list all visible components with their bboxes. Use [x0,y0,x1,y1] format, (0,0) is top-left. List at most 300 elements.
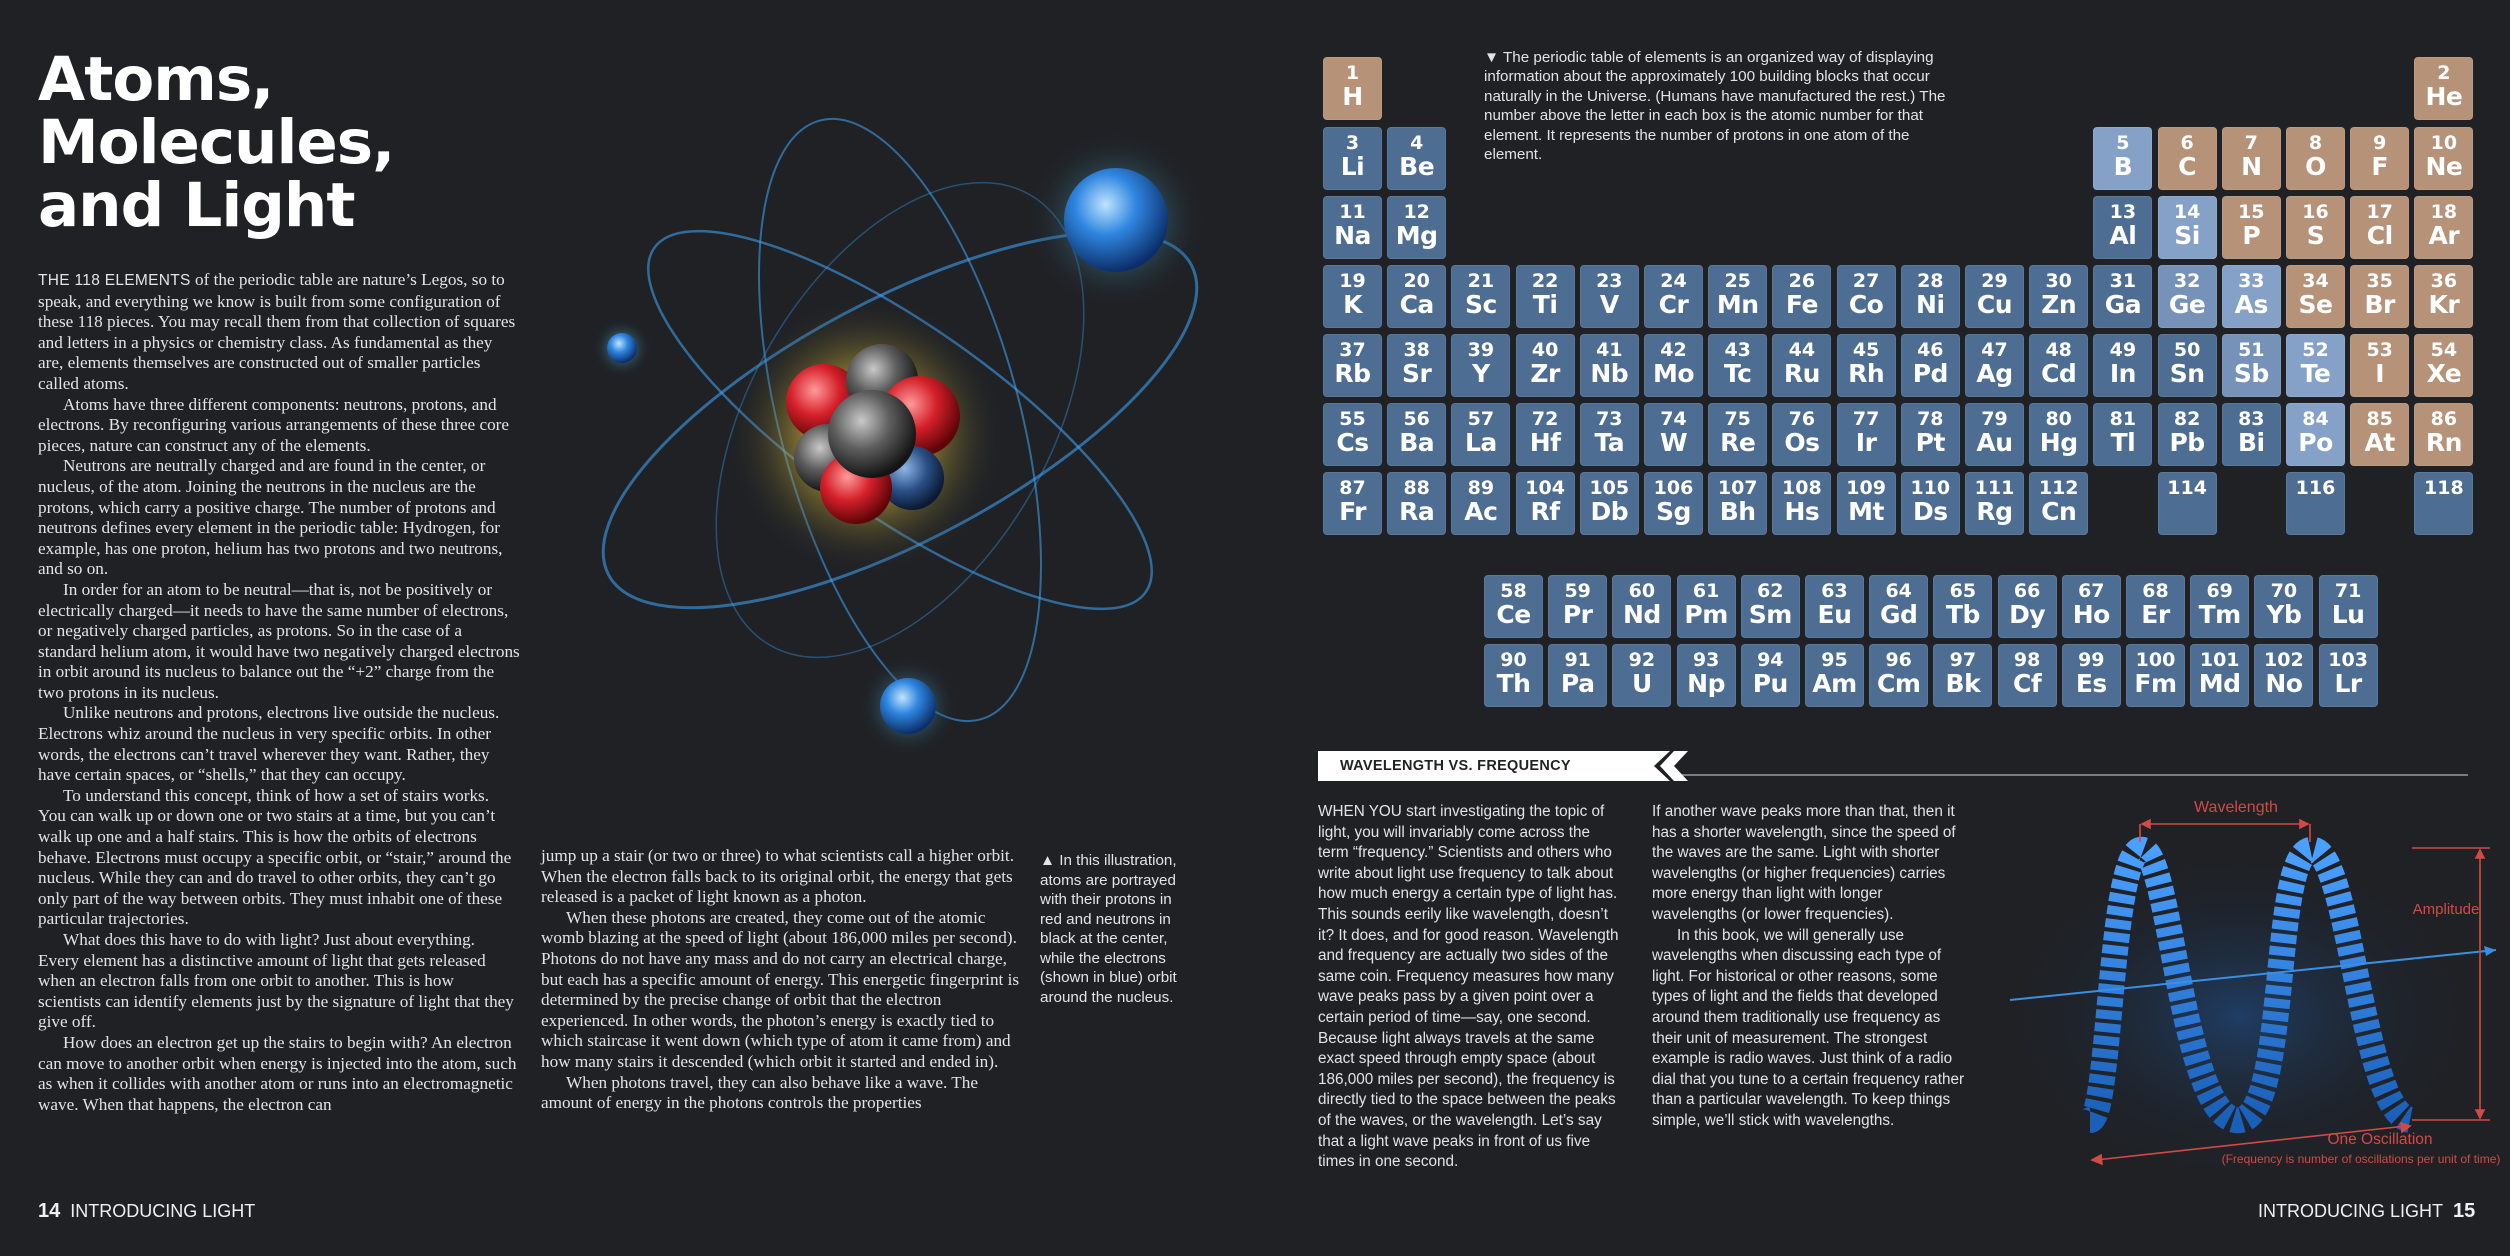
atomic-number: 110 [1910,477,1951,499]
atomic-number: 47 [1981,339,2008,361]
atomic-number: 11 [1339,201,1366,223]
atom-illustration [560,80,1260,780]
title-line: Molecules, [38,107,395,178]
atomic-number: 83 [2238,408,2265,430]
element-tile [2319,644,2378,707]
element-symbol: Be [1399,152,1435,181]
element-symbol: Br [2364,290,2395,319]
element-tile [1901,334,1960,397]
element-tile [1677,644,1736,707]
atomic-number: 109 [1846,477,1886,499]
element-tile [1965,334,2024,397]
axis-arrow-icon [2484,946,2496,956]
atomic-number: 40 [1531,339,1559,361]
atomic-number: 35 [2366,270,2393,292]
atomic-number: 108 [1782,477,1822,499]
element-tile [1869,644,1928,707]
element-tile [1998,644,2057,707]
element-tile [1644,265,1703,328]
folio-right [2258,1200,2475,1223]
atomic-number: 106 [1653,477,1694,499]
element-symbol: Ta [1594,428,1625,457]
element-tile [2029,403,2088,466]
element-tile [2093,403,2152,466]
element-tile [2350,127,2409,190]
atomic-number: 89 [1467,477,1495,499]
element-tile [2158,403,2217,466]
element-symbol: Re [1720,428,1756,457]
atomic-number: 112 [2038,477,2079,499]
title-line: and Light [38,170,355,241]
element-tile [2093,196,2152,259]
element-tile [1548,644,1607,707]
element-tile [2414,196,2473,259]
element-tile [1677,575,1736,638]
element-symbol: Li [1340,152,1365,181]
element-symbol: Kr [2428,290,2460,319]
page-number: 14 [38,1200,61,1222]
atomic-number: 64 [1885,580,1912,602]
element-tile [1772,334,1831,397]
body-column-2 [541,846,1021,1114]
atomic-number: 3 [1345,132,1360,154]
element-symbol: Al [2109,221,2137,250]
element-tile [1837,334,1896,397]
element-tile [2222,196,2281,259]
element-symbol: Na [1334,221,1371,250]
element-symbol: Ag [1976,359,2013,388]
paragraph [38,270,520,395]
element-symbol: Ba [1399,428,1435,457]
atomic-number: 38 [1403,339,1430,361]
atomic-number: 74 [1660,408,1687,430]
element-tile [2126,575,2185,638]
atomic-number: 69 [2206,580,2233,602]
atomic-number: 18 [2430,201,2458,223]
paragraph: When these photons are created, they come out of the atomic womb blazing at the speed of light (about 186,000 miles per second). Photons do not have any mass and do not carry an electrical charge, but each has a specific amount of energy. This energetic fingerprint is determined by the precise change of orbit that the electron experienced. In other words, the photon’s energy is exactly tied to which staircase it went down (which type of atom it came from) and how many stairs it descended (which orbit it started and ended in). [541,907,1020,1071]
paragraph: In order for an atom to be neutral—that is, not be positively or electrically charged—it needs to have the same number of electrons, or negatively charged particles, as protons. So in the case of a standard helium atom, it would have two negatively charged electrons in orbit around its nucleus to balance out the “+2” charge from the two protons in its nucleus. [38,579,520,702]
paragraph: In this book, we will generally use wavelengths when discussing each type of light. For historical or other reasons, some types of light and the fields that developed around them traditionally use frequency as their unit of measurement. The strongest example is radio waves. Just think of a radio dial that you tune to a certain frequency rather than a particular wavelength. To keep things simple, we’ll stick with wavelengths. [1652,926,1965,1129]
atomic-number: 58 [1500,580,1527,602]
element-tile [2158,265,2217,328]
element-tile [1323,472,1382,535]
element-tile [2350,403,2409,466]
element-tile [1772,403,1831,466]
paragraph-text: of the periodic table are nature’s Legos, so to speak, and everything we know is built from some configuration of these 118 pieces. You may recall them from that collection of squares and letters in a physics or chemistry class. As fundamental as they are, elements themselves are constructed out of smaller particles called atoms. [38,270,516,393]
element-symbol: Pm [1684,600,1728,629]
atomic-number: 94 [1757,649,1784,671]
atomic-number: 23 [1596,270,1623,292]
wave-column-1 [1318,802,1624,1173]
element-tile [2093,265,2152,328]
atomic-number: 105 [1589,477,1630,499]
element-tile [1644,334,1703,397]
element-tile [1965,403,2024,466]
element-symbol: Sc [1464,290,1497,319]
element-symbol: Pd [1912,359,1948,388]
element-tile [2222,265,2281,328]
atomic-number: 17 [2366,201,2393,223]
element-tile [1451,334,1510,397]
electron [1064,168,1168,272]
element-symbol: Lr [2334,669,2362,698]
atomic-number: 10 [2430,132,2458,154]
element-symbol: Hf [1529,428,1561,457]
element-symbol: Ca [1399,290,1434,319]
element-symbol: Es [2075,669,2107,698]
arrowhead-icon [2476,850,2484,858]
illustration-caption: ▲ In this illustration, atoms are portrayed with their protons in red and neutrons in black at the center, while the electrons (shown in blue) orbit around the nucleus. [1040,852,1177,1006]
element-tile [1644,403,1703,466]
oscillation-label: One Oscillation [2327,1131,2433,1148]
atomic-number: 90 [1500,649,1527,671]
lead-in: WHEN YOU [1318,803,1402,820]
element-symbol: Ra [1399,497,1435,526]
element-symbol: S [2306,221,2325,250]
element-symbol: Cu [1976,290,2013,319]
element-symbol: Zr [1530,359,1560,388]
atomic-number: 92 [1628,649,1656,671]
atomic-number: 5 [2116,132,2130,154]
atomic-number: 24 [1660,270,1687,292]
element-symbol: Sg [1656,497,1691,526]
atomic-number: 26 [1788,270,1816,292]
element-symbol: Y [1472,359,1490,388]
element-symbol: La [1464,428,1497,457]
element-tile [1901,472,1960,535]
element-symbol: Bh [1719,497,1756,526]
atomic-number: 33 [2238,270,2265,292]
element-symbol: Mg [1395,221,1438,250]
paragraph-text: start investigating the topic of light, you will invariably come across the term “frequency.” Scientists and others who write about light use frequency to talk about how much energy a certain type of light has. This sounds eerily like wavelength, doesn’t it? It does, and for good reason. Wavelength and frequency are actually two sides of the same coin. Frequency measures how many wave peaks pass by a given point over a certain period of time—say, one second. Because light always travels at the same exact speed through empty space (about 186,000 miles per second), the frequency is directly tied to the space between the peaks of the waves, or the wavelength. Let’s say that a light wave peaks in front of us five times in one second. [1318,803,1619,1171]
element-tile [2350,196,2409,259]
frequency-note: (Frequency is number of oscillations per unit of time) [2221,1152,2500,1166]
atomic-number: 55 [1339,408,1366,430]
element-tile [2414,57,2473,120]
element-symbol: Bi [2237,428,2265,457]
paragraph: If another wave peaks more than that, then it has a shorter wavelength, since the speed of the waves are the same. Light with shorter wavelengths (or higher frequencies) carries more energy than light with longer wavelengths (or lower frequencies). [1652,803,1956,923]
atomic-number: 61 [1692,580,1720,602]
atomic-number: 7 [2244,132,2258,154]
element-symbol: Lu [2331,600,2365,629]
element-tile [2222,403,2281,466]
element-tile [1323,403,1382,466]
element-tile [1837,265,1896,328]
element-tile [1516,265,1575,328]
atomic-number: 41 [1596,339,1623,361]
atomic-number: 88 [1403,477,1430,499]
element-tile [2350,334,2409,397]
element-symbol: Xe [2426,359,2462,388]
element-symbol: Pt [1915,428,1945,457]
arrowhead-icon [2476,1110,2484,1118]
atomic-number: 67 [2078,580,2105,602]
element-symbol: Os [1784,428,1820,457]
element-symbol: Am [1812,669,1857,698]
element-tile [1772,265,1831,328]
element-symbol: Ir [1855,428,1877,457]
element-symbol: Si [2174,221,2200,250]
folio-left [38,1200,255,1223]
element-tile [2286,334,2345,397]
atomic-number: 104 [1525,477,1565,499]
atomic-number: 44 [1788,339,1816,361]
atomic-number: 98 [2013,649,2041,671]
title-line: Atoms, [38,44,274,115]
element-symbol: Er [2141,600,2170,629]
atomic-number: 2 [2437,62,2451,84]
element-tile [1451,472,1510,535]
element-symbol: U [1631,669,1652,698]
element-tile [1323,127,1382,190]
element-symbol: Ga [2104,290,2142,319]
element-tile [2222,127,2281,190]
atomic-number: 29 [1981,270,2008,292]
paragraph: When photons travel, they can also behave like a wave. The amount of energy in the photons controls the properties [541,1072,979,1113]
element-symbol: I [2375,359,2385,388]
atomic-number: 30 [2045,270,2072,292]
element-symbol: Sn [2169,359,2205,388]
atomic-number: 68 [2142,580,2169,602]
atomic-number: 36 [2430,270,2458,292]
element-symbol: Mt [1848,497,1885,526]
atomic-number: 86 [2430,408,2458,430]
atomic-number: 103 [2328,649,2368,671]
atomic-number: 93 [1692,649,1720,671]
element-symbol: Pr [1562,600,1593,629]
atomic-number: 1 [1345,62,1360,84]
element-symbol: F [2371,152,2388,181]
atomic-number: 43 [1724,339,1751,361]
atomic-number: 13 [2109,201,2137,223]
atomic-number: 72 [1531,408,1559,430]
element-symbol: Se [2298,290,2333,319]
amplitude-label: Amplitude [2412,901,2480,918]
element-tile [1644,472,1703,535]
element-tile [2254,644,2313,707]
atomic-number: 21 [1467,270,1495,292]
element-tile [1387,265,1446,328]
atomic-number: 59 [1564,580,1591,602]
element-symbol: V [1599,290,1619,319]
atomic-number: 85 [2366,408,2393,430]
element-symbol: Fm [2134,669,2177,698]
element-tile [1612,644,1671,707]
element-symbol: N [2241,152,2262,181]
atomic-number: 111 [1974,477,2015,499]
paragraph: Atoms have three different components: neutrons, protons, and electrons. By reconfiguring various arrangements of these three core pieces, nature can construct any of the elements. [38,394,510,455]
element-symbol: Rb [1334,359,1371,388]
element-symbol: Dy [2009,600,2046,629]
atomic-number: 57 [1467,408,1495,430]
element-tile [2414,403,2473,466]
atomic-number: 49 [2109,339,2137,361]
atomic-number: 114 [2167,477,2207,499]
atomic-number: 46 [1917,339,1944,361]
atomic-number: 19 [1339,270,1366,292]
atomic-number: 51 [2238,339,2265,361]
element-symbol: Pu [1752,669,1788,698]
atomic-number: 6 [2180,132,2194,154]
element-symbol: Nd [1622,600,1661,629]
atomic-number: 8 [2308,132,2323,154]
element-tile [1933,575,1992,638]
element-tile [1612,575,1671,638]
element-tile [2414,472,2473,535]
element-tile [1708,334,1767,397]
element-symbol: Db [1590,497,1629,526]
element-tile [1901,403,1960,466]
atomic-number: 99 [2078,649,2105,671]
element-symbol: Po [2298,428,2333,457]
paragraph: Neutrons are neutrally charged and are found in the center, or nucleus, of the atom. Joining the neutrons in the nucleus are the protons, which carry a positive charge. The number of protons and neutrons defines every element in the periodic table: Hydrogen, for example, has one proton, helium has two protons and two neutrons, and so on. [38,456,503,579]
element-symbol: Np [1687,669,1725,698]
atomic-number: 53 [2366,339,2393,361]
element-symbol: K [1343,290,1362,319]
wave-column-2 [1652,802,1970,1132]
element-symbol: Gd [1879,600,1918,629]
atomic-number: 77 [1852,408,1880,430]
atomic-number: 91 [1564,649,1591,671]
paragraph: jump up a stair (or two or three) to what scientists call a higher orbit. When the electron falls back to its original orbit, the energy that gets released is a packet of light known as a photon. [541,846,1015,907]
atomic-number: 84 [2302,408,2329,430]
element-tile [2029,265,2088,328]
atomic-number: 4 [1410,132,1424,154]
element-tile [2158,127,2217,190]
element-tile [2158,472,2217,535]
atomic-number: 16 [2302,201,2329,223]
element-tile [2286,403,2345,466]
element-tile [1516,403,1575,466]
atomic-number: 27 [1852,270,1880,292]
atomic-number: 62 [1757,580,1784,602]
element-symbol: Cm [1876,669,1921,698]
atomic-number: 118 [2424,477,2464,499]
atomic-number: 87 [1339,477,1366,499]
element-tile [1741,575,1800,638]
element-symbol: Ds [1912,497,1948,526]
atomic-number: 71 [2334,580,2362,602]
element-symbol: Rf [1530,497,1560,526]
element-tile [2414,265,2473,328]
atomic-number: 45 [1852,339,1880,361]
element-tile [1805,575,1864,638]
atomic-number: 63 [1821,580,1848,602]
atomic-number: 32 [2173,270,2201,292]
element-symbol: As [2234,290,2268,319]
element-tile [1387,196,1446,259]
element-symbol: Yb [2266,600,2302,629]
paragraph: To understand this concept, think of how a set of stairs works. You can walk up or down one or two stairs at a time, but you can’t walk up one and a half stairs. This is how the orbits of electrons behave. Electrons must occupy a specific orbit, or “stair,” around the nucleus. While they can and do travel to other orbits, they can’t go only part of the way between orbits. They must inhabit one of these particular trajectories. [38,785,512,929]
running-head: INTRODUCING LIGHT [2258,1201,2444,1221]
element-symbol: Cd [2041,359,2077,388]
element-tile [1998,575,2057,638]
paragraph: How does an electron get up the stairs to begin with? An electron can move to another orbit when energy is injected into the atom, such as when it collides with another atom or runs into an electromagnetic wave. When that happens, the electron can [38,1032,517,1114]
atomic-number: 31 [2109,270,2137,292]
element-tile [1387,472,1446,535]
atomic-number: 12 [1403,201,1430,223]
paragraph: Unlike neutrons and protons, electrons live outside the nucleus. Electrons whiz around the nucleus in very specific orbits. In other words, the electrons can’t travel wherever they want. Rather, they have certain spaces, or “shells,” that they can occupy. [38,703,500,785]
element-tile [1580,403,1639,466]
element-tile [1451,265,1510,328]
wavelength-label: Wavelength [2194,799,2278,816]
element-tile [2062,575,2121,638]
atomic-number: 52 [2302,339,2329,361]
element-tile [2093,334,2152,397]
atomic-number: 70 [2270,580,2298,602]
atomic-number: 39 [1467,339,1495,361]
arrowhead-icon [2092,1155,2102,1164]
atomic-number: 81 [2109,408,2137,430]
atomic-number: 75 [1724,408,1751,430]
element-symbol: Rg [1976,497,2013,526]
element-symbol: Zn [2041,290,2077,319]
element-tile [1708,403,1767,466]
body-column-1 [38,270,520,1115]
element-symbol: Rh [1848,359,1885,388]
element-tile [2029,334,2088,397]
element-tile [1580,265,1639,328]
element-tile [1741,644,1800,707]
element-tile [2062,644,2121,707]
element-tile [1580,334,1639,397]
atomic-number: 25 [1724,270,1751,292]
element-tile [2414,334,2473,397]
atomic-number: 95 [1821,649,1848,671]
electron [607,333,637,363]
element-symbol: Ho [2072,600,2110,629]
atomic-number: 20 [1403,270,1430,292]
element-symbol: Pa [1560,669,1595,698]
element-symbol: O [2305,152,2326,181]
element-symbol: Tm [2198,600,2241,629]
page-title [38,44,438,241]
element-symbol: Pb [2169,428,2205,457]
element-tile [2414,127,2473,190]
element-tile [1323,334,1382,397]
element-symbol: Hg [2039,428,2078,457]
element-symbol: Nb [1590,359,1629,388]
atomic-number: 66 [2013,580,2041,602]
element-symbol: Sm [1748,600,1792,629]
atomic-number: 60 [1628,580,1656,602]
atomic-number: 107 [1717,477,1758,499]
element-symbol: Au [1976,428,2013,457]
element-tile [1451,403,1510,466]
atomic-number: 28 [1917,270,1944,292]
element-tile [1323,265,1382,328]
atomic-number: 22 [1531,270,1559,292]
atomic-number: 65 [1949,580,1977,602]
element-tile [2093,127,2152,190]
element-symbol: Rn [2425,428,2462,457]
element-symbol: Mo [1652,359,1695,388]
arrowhead-icon [2142,820,2150,828]
paragraph [1318,802,1624,1173]
element-symbol: Mn [1716,290,1759,319]
element-tile [2254,575,2313,638]
element-tile [2319,575,2378,638]
element-symbol: Sr [1402,359,1432,388]
element-tile [2190,575,2249,638]
atomic-number: 73 [1596,408,1623,430]
element-symbol: Cf [2012,669,2042,698]
atomic-number: 80 [2045,408,2072,430]
element-symbol: Fr [1339,497,1366,526]
element-symbol: Hs [1784,497,1820,526]
element-symbol: Ce [1496,600,1531,629]
element-tile [2286,265,2345,328]
